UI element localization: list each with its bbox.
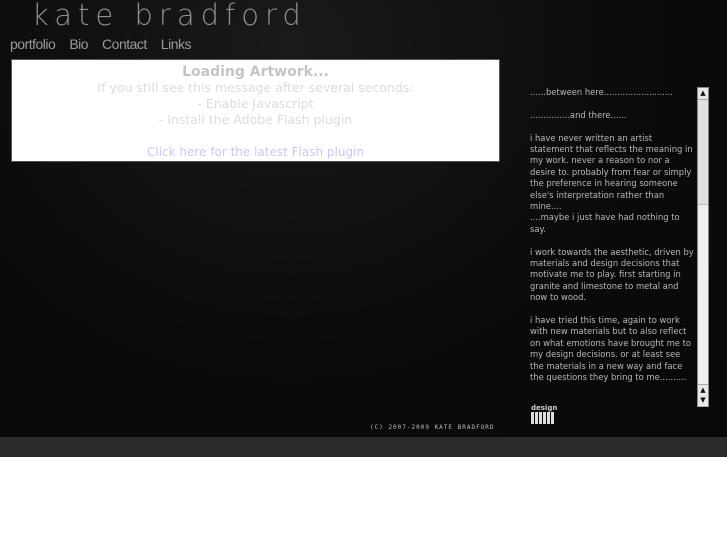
nav-contact[interactable]: Contact: [102, 36, 147, 52]
nav-bio[interactable]: Bio: [69, 36, 89, 52]
statement-paragraph: i have tried this time, again to work with new materials but to also reflect on what emotions have brought me to my design decisions. or at least see the materials in a new way and face the questions they bring to me..........: [530, 315, 692, 383]
statement-paragraph: ......between here..........................: [530, 87, 673, 97]
main-nav: [10, 36, 191, 52]
copyright: (C) 2007-2009 KATE BRADFORD: [370, 424, 495, 431]
footer-band: [0, 437, 727, 457]
site-title: kate bradford: [32, 0, 307, 32]
flash-message: - Enable Javascript: [197, 96, 314, 111]
statement-scrollbar[interactable]: [697, 87, 709, 407]
flash-placeholder: [11, 59, 500, 162]
statement-paragraph: i work towards the aesthetic, driven by materials and design decisions that motivate me to play. first starting in granite and limestone to metal and now to wood.: [530, 246, 694, 303]
flash-plugin-link[interactable]: Click here for the latest Flash plugin: [146, 145, 364, 159]
flash-message: If you still see this message after several seconds:: [97, 80, 414, 95]
design-logo-icon[interactable]: [531, 412, 554, 424]
loading-heading: Loading Artwork...: [182, 64, 329, 80]
scroll-up-icon[interactable]: ▲: [698, 88, 708, 100]
flash-message: - Install the Adobe Flash plugin: [158, 112, 353, 127]
statement-paragraph: ...............and there......: [530, 109, 627, 120]
artist-statement: [530, 87, 696, 407]
nav-portfolio[interactable]: portfolio: [10, 36, 56, 52]
design-badge-label: design: [531, 404, 558, 412]
scroll-down-icon[interactable]: ▼: [698, 395, 708, 407]
nav-links[interactable]: Links: [160, 36, 191, 52]
scroll-thumb[interactable]: [698, 100, 708, 205]
statement-paragraph: i have never written an artist statement that reflects the meaning in my work. never a reason to nor a desire to. probably from fear or simply the preference in hearing someone else's interpretation rather than mine.... ....maybe i just have had nothing to say.: [530, 132, 693, 234]
scroll-up-icon[interactable]: ▲: [698, 384, 708, 397]
